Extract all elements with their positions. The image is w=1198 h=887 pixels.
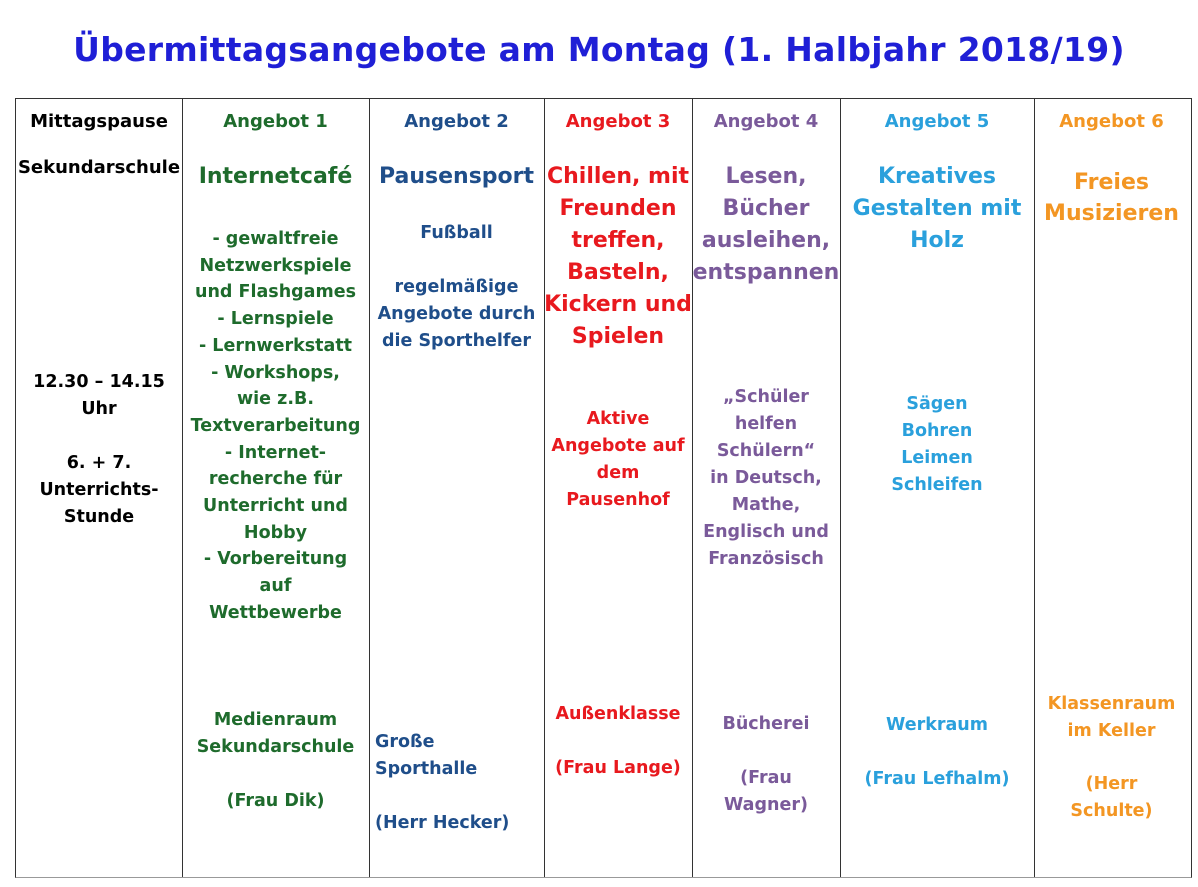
column-offer-5	[840, 99, 1035, 877]
offer-teacher: (Frau Dik)	[226, 791, 325, 811]
page-title: Übermittagsangebote am Montag (1. Halbjahr 2018/19)	[73, 30, 1125, 69]
offer-room: Medienraum Sekundarschule	[196, 710, 355, 757]
offer-name: Pausensport	[378, 164, 535, 189]
column-offer-3	[544, 99, 693, 877]
offer-teacher: (Frau Lefhalm)	[864, 769, 1010, 789]
column-offer-1	[182, 99, 370, 877]
time-range: 12.30 – 14.15 Uhr	[33, 372, 165, 419]
offer-detail: Fußball	[420, 223, 493, 243]
offer-name: Internetcafé	[198, 164, 353, 189]
column-header: Angebot 3	[565, 111, 671, 132]
offer-room: Klassenraum im Keller	[1047, 694, 1176, 741]
column-header: Angebot 5	[884, 111, 990, 132]
column-header: Mittagspause	[30, 111, 168, 132]
column-header: Angebot 6	[1059, 111, 1164, 132]
school-label: Sekundarschule	[17, 157, 181, 178]
offer-room: Werkraum	[886, 715, 988, 735]
column-offer-6	[1034, 99, 1189, 877]
offer-details: regelmäßige Angebote durch die Sporthelfer	[377, 277, 536, 351]
offer-teacher: (Frau Lange)	[555, 758, 681, 778]
offer-details: Aktive Angebote auf dem Pausenhof	[551, 409, 685, 510]
column-header: Angebot 1	[223, 111, 328, 132]
offer-room: Bücherei	[722, 714, 810, 734]
offer-name: Kreatives Gestalten mit Holz	[852, 164, 1022, 253]
offer-teacher: (Herr Hecker)	[375, 813, 510, 833]
schedule-table	[15, 98, 1192, 878]
column-offer-2	[369, 99, 545, 877]
offer-teacher: (Frau Wagner)	[724, 768, 808, 815]
column-header: Angebot 2	[404, 111, 509, 132]
offer-details: „Schüler helfen Schülern“ in Deutsch, Mathe, Englisch und Französisch	[703, 387, 829, 569]
column-lunch-break	[16, 99, 183, 877]
offer-details: - gewaltfreie Netzwerkspiele und Flashgames - Lernspiele - Lernwerkstatt - Workshops, wie z.B. Textverarbeitung - Internet- recherche für Unterricht und Hobby - Vorbereitung auf Wettbewerbe	[190, 229, 361, 623]
column-header: Angebot 4	[713, 111, 819, 132]
offer-room: Große Sporthalle	[375, 732, 478, 779]
offer-teacher: (Herr Schulte)	[1070, 774, 1153, 821]
offer-details: Sägen Bohren Leimen Schleifen	[891, 394, 983, 495]
offer-name: Chillen, mit Freunden treffen, Basteln, Kickern und Spielen	[544, 164, 692, 349]
offer-name: Freies Musizieren	[1044, 170, 1179, 226]
offer-room: Außenklasse	[555, 704, 681, 724]
offer-name: Lesen, Bücher ausleihen, entspannen	[692, 164, 840, 285]
column-offer-4	[692, 99, 841, 877]
lesson-hours: 6. + 7. Unterrichts- Stunde	[39, 453, 159, 527]
